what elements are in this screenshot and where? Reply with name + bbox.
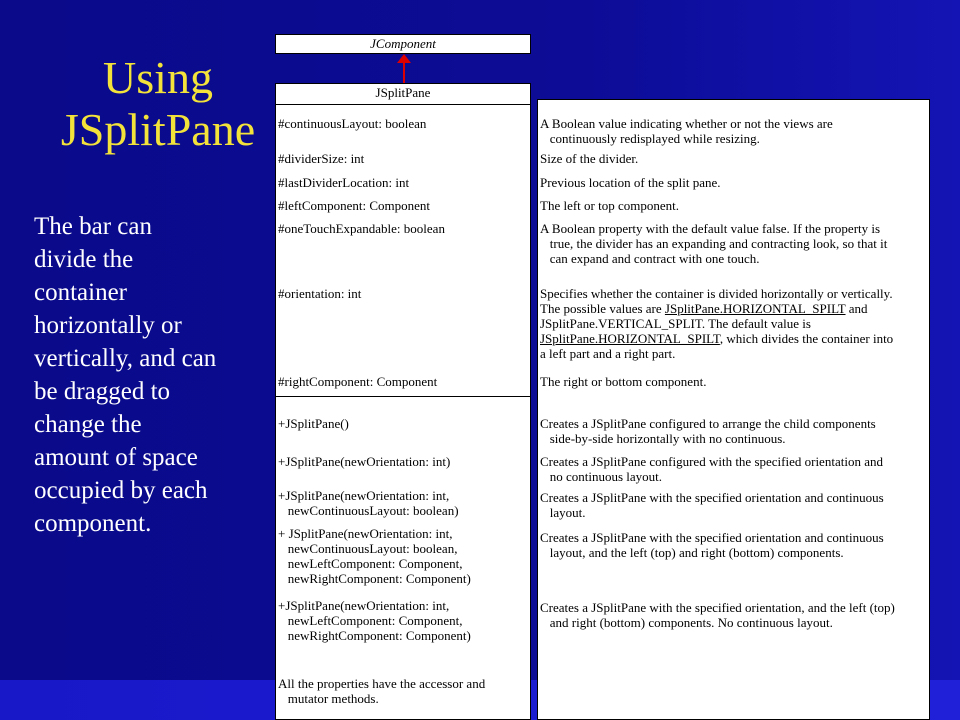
uml-field: #leftComponent: Component bbox=[278, 198, 431, 213]
body-line: component. bbox=[34, 510, 152, 537]
description: The left or top component. bbox=[540, 198, 679, 213]
uml-note: All the properties have the accessor and mutator methods. bbox=[278, 676, 486, 706]
hyperlink-constant: JSplitPane.HORIZONTAL_SPILT bbox=[664, 301, 846, 316]
description-orientation: Specifies whether the container is divided horizontally or vertically. The possible values are JSplitPane.HORIZONTAL_SPILT and JSplitPane.VERTICAL_SPLIT. The default value is JSplitPane.HORIZONTAL_SPILT, which divides the container into a left part and a right part. bbox=[540, 286, 894, 361]
description: A Boolean value indicating whether or not the views are continuously redisplayed while resizing. bbox=[540, 116, 833, 146]
description: Creates a JSplitPane with the specified orientation and continuous layout. bbox=[540, 490, 884, 520]
inheritance-arrow-head-icon bbox=[397, 54, 411, 63]
uml-method: + JSplitPane(newOrientation: int, newContinuousLayout: boolean, newLeftComponent: Component, newRightComponent: Component) bbox=[278, 526, 471, 586]
hyperlink-constant: JSplitPane.HORIZONTAL_SPILT bbox=[540, 331, 720, 346]
uml-class-name: JSplitPane bbox=[276, 84, 530, 105]
uml-field: #dividerSize: int bbox=[278, 151, 365, 166]
body-line: horizontally or bbox=[34, 312, 182, 339]
inheritance-arrow-line bbox=[403, 62, 405, 84]
description: Creates a JSplitPane configured with the specified orientation and no continuous layout. bbox=[540, 454, 883, 484]
description: Creates a JSplitPane configured to arrange the child components side-by-side horizontally with no continuous. bbox=[540, 416, 876, 446]
body-line: vertically, and can bbox=[34, 345, 217, 372]
title-line-2: JSplitPane bbox=[60, 104, 256, 156]
body-line: divide the bbox=[34, 246, 134, 273]
slide-title bbox=[38, 52, 278, 157]
body-line: container bbox=[34, 279, 128, 306]
description: Size of the divider. bbox=[540, 151, 639, 166]
description: Previous location of the split pane. bbox=[540, 175, 721, 190]
uml-field: #lastDividerLocation: int bbox=[278, 175, 410, 190]
uml-method: +JSplitPane(newOrientation: int) bbox=[278, 454, 451, 469]
uml-field: #continuousLayout: boolean bbox=[278, 116, 427, 131]
body-line: occupied by each bbox=[34, 477, 208, 504]
title-line-1: Using bbox=[103, 52, 213, 103]
description: The right or bottom component. bbox=[540, 374, 707, 389]
description: Creates a JSplitPane with the specified orientation and continuous layout, and the left (top) and right (bottom) components. bbox=[540, 530, 884, 560]
description: A Boolean property with the default value false. If the property is true, the divider has an expanding and contracting look, so that it can expand and contract with one touch. bbox=[540, 221, 888, 266]
uml-field: #oneTouchExpandable: boolean bbox=[278, 221, 445, 236]
description-box bbox=[537, 99, 930, 720]
body-line: amount of space bbox=[34, 444, 198, 471]
uml-class-box bbox=[275, 83, 531, 720]
description-line: Specifies whether the container is divided horizontally or vertically. bbox=[540, 286, 893, 301]
description: Creates a JSplitPane with the specified orientation, and the left (top) and right (bottom) components. No continuous layout. bbox=[540, 600, 895, 630]
uml-field: #rightComponent: Component bbox=[278, 374, 438, 389]
uml-method: +JSplitPane(newOrientation: int, newContinuousLayout: boolean) bbox=[278, 488, 459, 518]
body-line: be dragged to bbox=[34, 378, 171, 405]
body-line: The bar can bbox=[34, 213, 152, 240]
uml-field: #orientation: int bbox=[278, 286, 362, 301]
slide-body-text bbox=[34, 210, 274, 540]
uml-divider bbox=[276, 396, 530, 397]
body-line: change the bbox=[34, 411, 142, 438]
uml-method: +JSplitPane() bbox=[278, 416, 349, 431]
uml-method: +JSplitPane(newOrientation: int, newLeftComponent: Component, newRightComponent: Component) bbox=[278, 598, 471, 643]
uml-superclass-box: JComponent bbox=[275, 34, 531, 54]
